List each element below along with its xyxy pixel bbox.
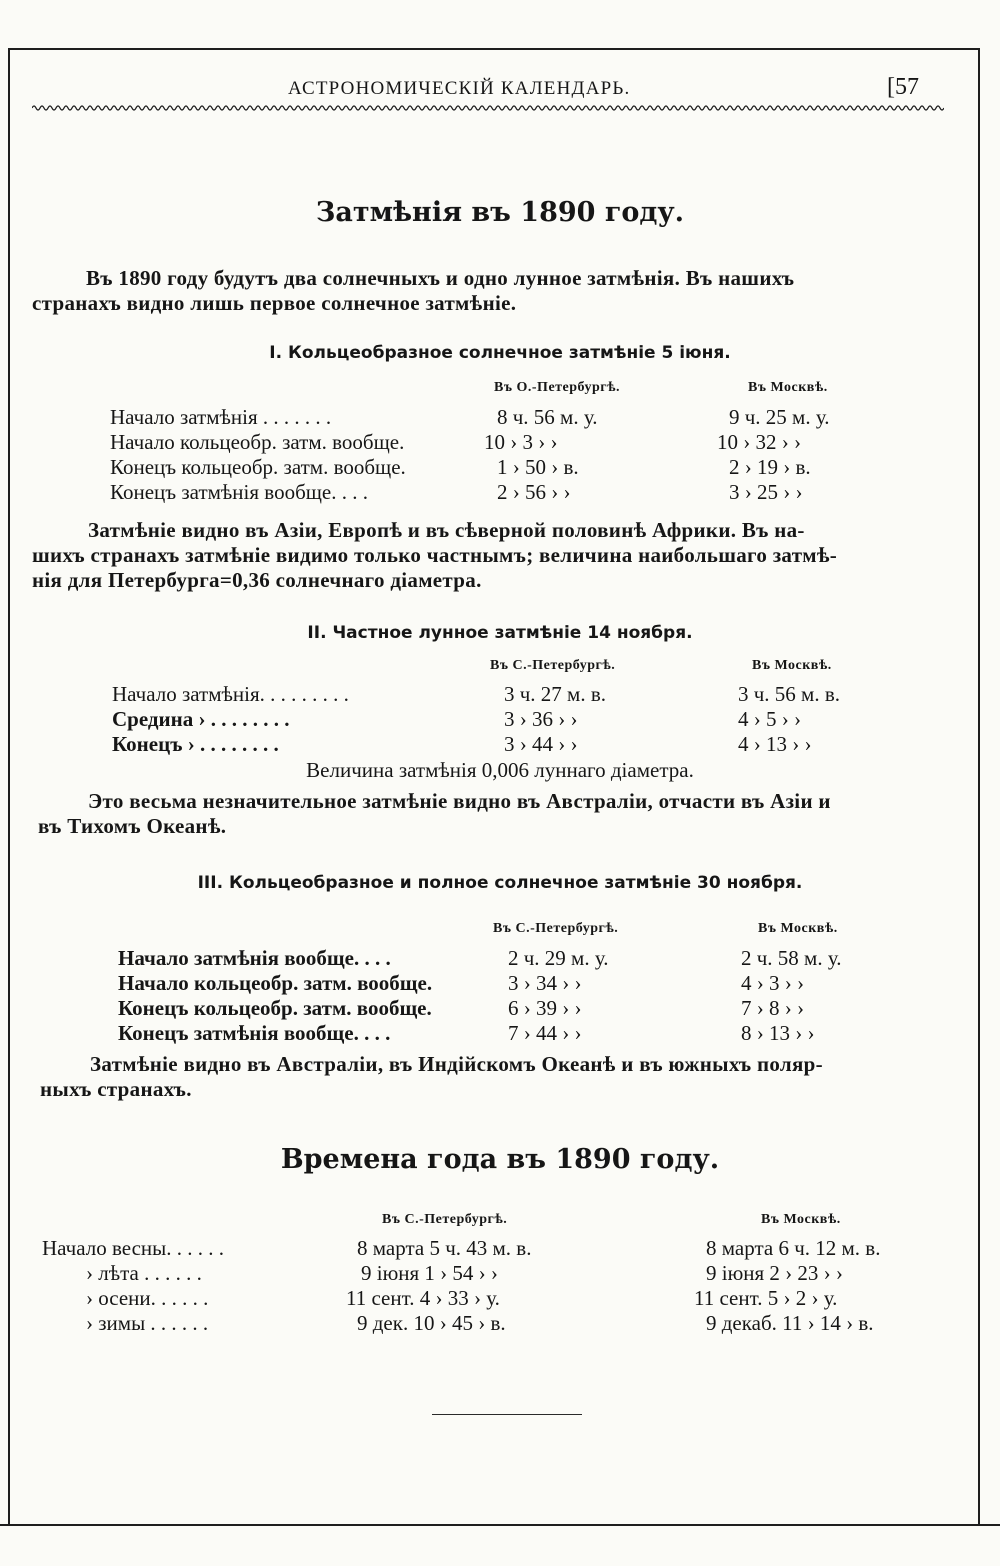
eclipses-intro [32,266,954,316]
note-line: шихъ странахъ затмѣніе видимо только частнымъ; величина наибольшаго затмѣ- [32,543,838,567]
col-heading-msk: Въ Москвѣ. [748,380,828,395]
eclipses-title: Затмѣнія въ 1890 году. [315,197,685,228]
note-line: нія для Петербурга=0,36 солнечнаго діаметра. [32,568,482,592]
section-heading-2: II. Частное лунное затмѣніе 14 ноября. [307,623,693,643]
col-heading-msk: Въ Москвѣ. [761,1212,841,1227]
note-line: въ Тихомъ Океанѣ. [38,814,227,838]
eclipse-row-label: Начало кольцеобр. затм. вообще. [118,971,433,995]
section-heading-1: I. Кольцеобразное солнечное затмѣніе 5 іюня. [269,343,731,363]
season-row-label: Начало весны. . . . . . [42,1236,224,1260]
season-row-msk: 9 іюня 2 › 23 › › [706,1261,843,1285]
note-line: ныхъ странахъ. [40,1077,192,1101]
eclipse-row-msk: 3 › 25 › › [729,480,803,504]
eclipse-row-label: Начало затмѣнія. . . . . . . . . [112,682,349,706]
col-heading-msk: Въ Москвѣ. [758,921,838,936]
eclipse-row-msk: 2 ч. 58 м. у. [741,946,842,970]
eclipse-row-label: Начало затмѣнія вообще. . . . [118,946,391,970]
eclipse-row-spb: 2 › 56 › › [497,480,571,504]
eclipse-row-spb: 2 ч. 29 м. у. [508,946,609,970]
eclipse-row-msk: 8 › 13 › › [741,1021,815,1045]
eclipse-row-label: Конецъ › . . . . . . . . [112,732,279,756]
season-row-spb: 11 сент. 4 › 33 › у. [346,1286,500,1310]
section-heading-3: III. Кольцеобразное и полное солнечное затмѣніе 30 ноября. [197,873,803,893]
col-heading-msk: Въ Москвѣ. [752,658,832,673]
eclipse-row-msk: 4 › 3 › › [741,971,804,995]
season-row-spb: 9 іюня 1 › 54 › › [361,1261,498,1285]
section-note-2 [38,789,960,839]
eclipse-row-label: Конецъ кольцеобр. затм. вообще. [118,996,432,1020]
note-line: Затмѣніе видно въ Австраліи, въ Индійскомъ Океанѣ и въ южныхъ поляр- [90,1052,823,1076]
eclipse-row-label: Конецъ затмѣнія вообще. . . . [118,1021,391,1045]
note-line: Затмѣніе видно въ Азіи, Европѣ и въ сѣверной половинѣ Африки. Въ на- [88,518,805,542]
season-row-msk: 8 марта 6 ч. 12 м. в. [706,1236,881,1260]
eclipse-row-msk: 4 › 5 › › [738,707,801,731]
intro-line: странахъ видно лишь первое солнечное затмѣніе. [32,291,517,315]
page-number: [57 [887,74,919,100]
section-note-1 [32,518,954,593]
season-row-msk: 9 декаб. 11 › 14 › в. [706,1311,874,1335]
eclipse-row-spb: 7 › 44 › › [508,1021,582,1045]
eclipse-row-spb: 3 › 34 › › [508,971,582,995]
eclipse-row-spb: 3 › 44 › › [504,732,578,756]
eclipse-row-label: Начало затмѣнія . . . . . . . [110,405,332,429]
season-row-msk: 11 сент. 5 › 2 › у. [694,1286,838,1310]
eclipse-row-spb: 10 › 3 › › [484,430,558,454]
eclipse-row-label: Средина › . . . . . . . . [112,707,290,731]
wavy-rule [32,104,944,112]
col-heading-spb: Въ С.-Петербургѣ. [382,1212,508,1227]
season-row-label: › зимы . . . . . . [86,1311,209,1335]
col-heading-spb: Въ С.-Петербургѣ. [493,921,619,936]
eclipse-row-msk: 4 › 13 › › [738,732,812,756]
season-row-label: › осени. . . . . . [86,1286,209,1310]
col-heading-spb: Въ О.-Петербургѣ. [494,380,621,395]
season-row-spb: 8 марта 5 ч. 43 м. в. [357,1236,532,1260]
section-note-3 [40,1052,962,1102]
eclipse-row-msk: 7 › 8 › › [741,996,804,1020]
col-heading-spb: Въ С.-Петербургѣ. [490,658,616,673]
end-rule [432,1414,582,1415]
eclipse-row-spb: 6 › 39 › › [508,996,582,1020]
eclipse-row-spb: 8 ч. 56 м. у. [497,405,598,429]
eclipse-row-label: Конецъ затмѣнія вообще. . . . [110,480,368,504]
eclipse-row-msk: 3 ч. 56 м. в. [738,682,841,706]
eclipse-row-label: Конецъ кольцеобр. затм. вообще. [110,455,406,479]
running-head: АСТРОНОМИЧЕСКІЙ КАЛЕНДАРЬ. [288,78,631,99]
eclipse-row-spb: 3 ч. 27 м. в. [504,682,607,706]
eclipse-row-msk: 2 › 19 › в. [729,455,811,479]
seasons-title: Времена года въ 1890 году. [280,1144,720,1175]
eclipse-row-spb: 1 › 50 › в. [497,455,579,479]
bottom-rule [0,1524,1000,1526]
eclipse-row-spb: 3 › 36 › › [504,707,578,731]
eclipse-magnitude: Величина затмѣнія 0,006 луннаго діаметра. [306,758,694,782]
eclipse-row-msk: 9 ч. 25 м. у. [729,405,830,429]
season-row-label: › лѣта . . . . . . [86,1261,202,1285]
note-line: Это весьма незначительное затмѣніе видно въ Австраліи, отчасти въ Азіи и [88,789,831,813]
season-row-spb: 9 дек. 10 › 45 › в. [357,1311,506,1335]
eclipse-row-label: Начало кольцеобр. затм. вообще. [110,430,405,454]
eclipse-row-msk: 10 › 32 › › [717,430,801,454]
intro-line: Въ 1890 году будутъ два солнечныхъ и одно лунное затмѣнія. Въ нашихъ [86,266,795,290]
